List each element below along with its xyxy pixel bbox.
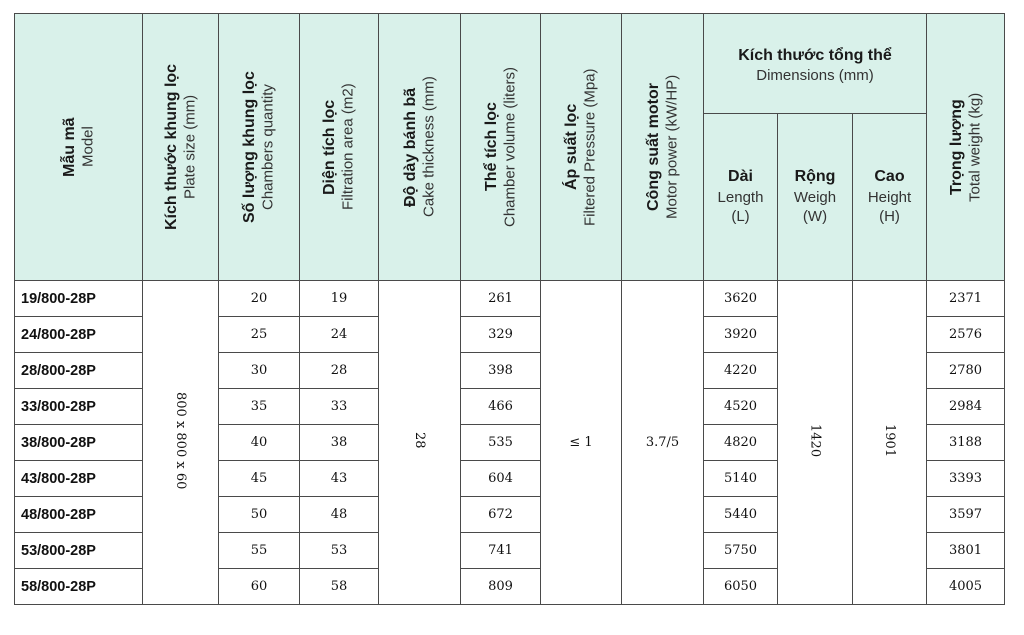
header-chamber-volume [461, 14, 541, 281]
chambers-cell: 50 [219, 497, 300, 533]
weight-cell: 2576 [927, 317, 1005, 353]
length-cell: 4820 [704, 425, 778, 461]
chambers-cell: 55 [219, 533, 300, 569]
area-cell: 33 [300, 389, 379, 425]
weight-cell: 4005 [927, 569, 1005, 605]
header-height-abbr: (H) [879, 208, 900, 226]
volume-cell: 809 [461, 569, 541, 605]
header-motor-power [622, 14, 704, 281]
length-cell: 5440 [704, 497, 778, 533]
spec-table [14, 13, 1005, 605]
chambers-cell: 25 [219, 317, 300, 353]
area-cell: 53 [300, 533, 379, 569]
header-dimensions-en: Dimensions (mm) [756, 67, 874, 85]
header-plate-size-vi: Kích thước khung lọc [162, 63, 180, 231]
header-model [15, 14, 143, 281]
height-cell [853, 281, 927, 605]
header-length-abbr: (L) [731, 208, 750, 226]
motor-cell: 3.7/5 [622, 281, 704, 605]
header-length-vi: Dài [728, 168, 753, 186]
volume-cell: 604 [461, 461, 541, 497]
header-dimensions-vi: Kích thước tổng thể [738, 46, 892, 64]
length-cell: 3620 [704, 281, 778, 317]
area-cell: 48 [300, 497, 379, 533]
volume-cell: 672 [461, 497, 541, 533]
header-cake-en: Cake thickness (mm) [420, 76, 438, 218]
model-cell: 28/800-28P [15, 353, 143, 389]
header-cake-thickness [379, 14, 461, 281]
header-plate-size-en: Plate size (mm) [181, 94, 199, 200]
header-filtration-vi: Diện tích lọc [321, 99, 339, 195]
header-width-vi: Rộng [794, 168, 836, 186]
chambers-cell: 40 [219, 425, 300, 461]
header-chambers-vi: Số lượng khung lọc [241, 71, 259, 223]
volume-cell: 398 [461, 353, 541, 389]
pressure-cell: ≤ 1 [541, 281, 622, 605]
area-cell: 58 [300, 569, 379, 605]
volume-cell: 466 [461, 389, 541, 425]
cake-thickness-value: 28 [412, 432, 427, 449]
height-value: 1901 [882, 423, 897, 458]
weight-cell: 3597 [927, 497, 1005, 533]
model-cell: 48/800-28P [15, 497, 143, 533]
header-volume-en: Chamber volume (liters) [501, 66, 519, 228]
volume-cell: 261 [461, 281, 541, 317]
model-cell: 53/800-28P [15, 533, 143, 569]
length-cell: 6050 [704, 569, 778, 605]
plate-size-cell [143, 281, 219, 605]
header-height [853, 114, 927, 281]
table-row [15, 281, 1005, 317]
model-cell: 58/800-28P [15, 569, 143, 605]
header-model-vi: Mẫu mã [60, 117, 78, 177]
table-body [15, 281, 1005, 605]
header-volume-vi: Thể tích lọc [482, 102, 500, 192]
area-cell: 19 [300, 281, 379, 317]
area-cell: 28 [300, 353, 379, 389]
weight-cell: 2780 [927, 353, 1005, 389]
width-cell [778, 281, 853, 605]
header-length-en: Length [717, 188, 764, 206]
weight-cell: 3393 [927, 461, 1005, 497]
weight-cell: 3188 [927, 425, 1005, 461]
header-total-weight [927, 14, 1005, 281]
weight-cell: 2984 [927, 389, 1005, 425]
model-cell: 19/800-28P [15, 281, 143, 317]
header-filtration-en: Filtration area (m2) [339, 83, 357, 211]
header-plate-size [143, 14, 219, 281]
header-pressure-en: Filtered Pressure (Mpa) [581, 68, 599, 226]
chambers-cell: 45 [219, 461, 300, 497]
model-cell: 33/800-28P [15, 389, 143, 425]
header-filtered-pressure [541, 14, 622, 281]
volume-cell: 535 [461, 425, 541, 461]
length-cell: 3920 [704, 317, 778, 353]
weight-cell: 3801 [927, 533, 1005, 569]
header-model-en: Model [79, 126, 97, 168]
header-width-en: Weigh [793, 188, 837, 206]
header-width-abbr: (W) [802, 208, 828, 226]
header-chambers-en: Chambers quantity [259, 84, 277, 210]
header-weight-en: Total weight (kg) [966, 92, 984, 202]
header-filtration-area [300, 14, 379, 281]
header-length [704, 114, 778, 281]
plate-size-value: 800 x 800 x 60 [173, 391, 188, 490]
model-cell: 43/800-28P [15, 461, 143, 497]
model-cell: 38/800-28P [15, 425, 143, 461]
header-motor-vi: Công suất motor [644, 83, 662, 211]
header-weight-vi: Trọng lượng [947, 99, 965, 195]
area-cell: 24 [300, 317, 379, 353]
volume-cell: 741 [461, 533, 541, 569]
area-cell: 38 [300, 425, 379, 461]
chambers-cell: 20 [219, 281, 300, 317]
chambers-cell: 60 [219, 569, 300, 605]
length-cell: 4520 [704, 389, 778, 425]
length-cell: 5750 [704, 533, 778, 569]
weight-cell: 2371 [927, 281, 1005, 317]
model-cell: 24/800-28P [15, 317, 143, 353]
header-chambers [219, 14, 300, 281]
header-motor-en: Motor power (kW/HP) [663, 74, 681, 220]
cake-thickness-cell [379, 281, 461, 605]
header-dimensions [704, 14, 927, 114]
chambers-cell: 35 [219, 389, 300, 425]
header-pressure-vi: Áp suất lọc [563, 103, 581, 191]
table-header [15, 14, 1005, 281]
header-height-vi: Cao [874, 168, 905, 186]
header-height-en: Height [867, 188, 912, 206]
length-cell: 5140 [704, 461, 778, 497]
chambers-cell: 30 [219, 353, 300, 389]
volume-cell: 329 [461, 317, 541, 353]
header-cake-vi: Độ dày bánh bã [401, 87, 419, 207]
width-value: 1420 [807, 423, 823, 458]
area-cell: 43 [300, 461, 379, 497]
length-cell: 4220 [704, 353, 778, 389]
header-width [778, 114, 853, 281]
